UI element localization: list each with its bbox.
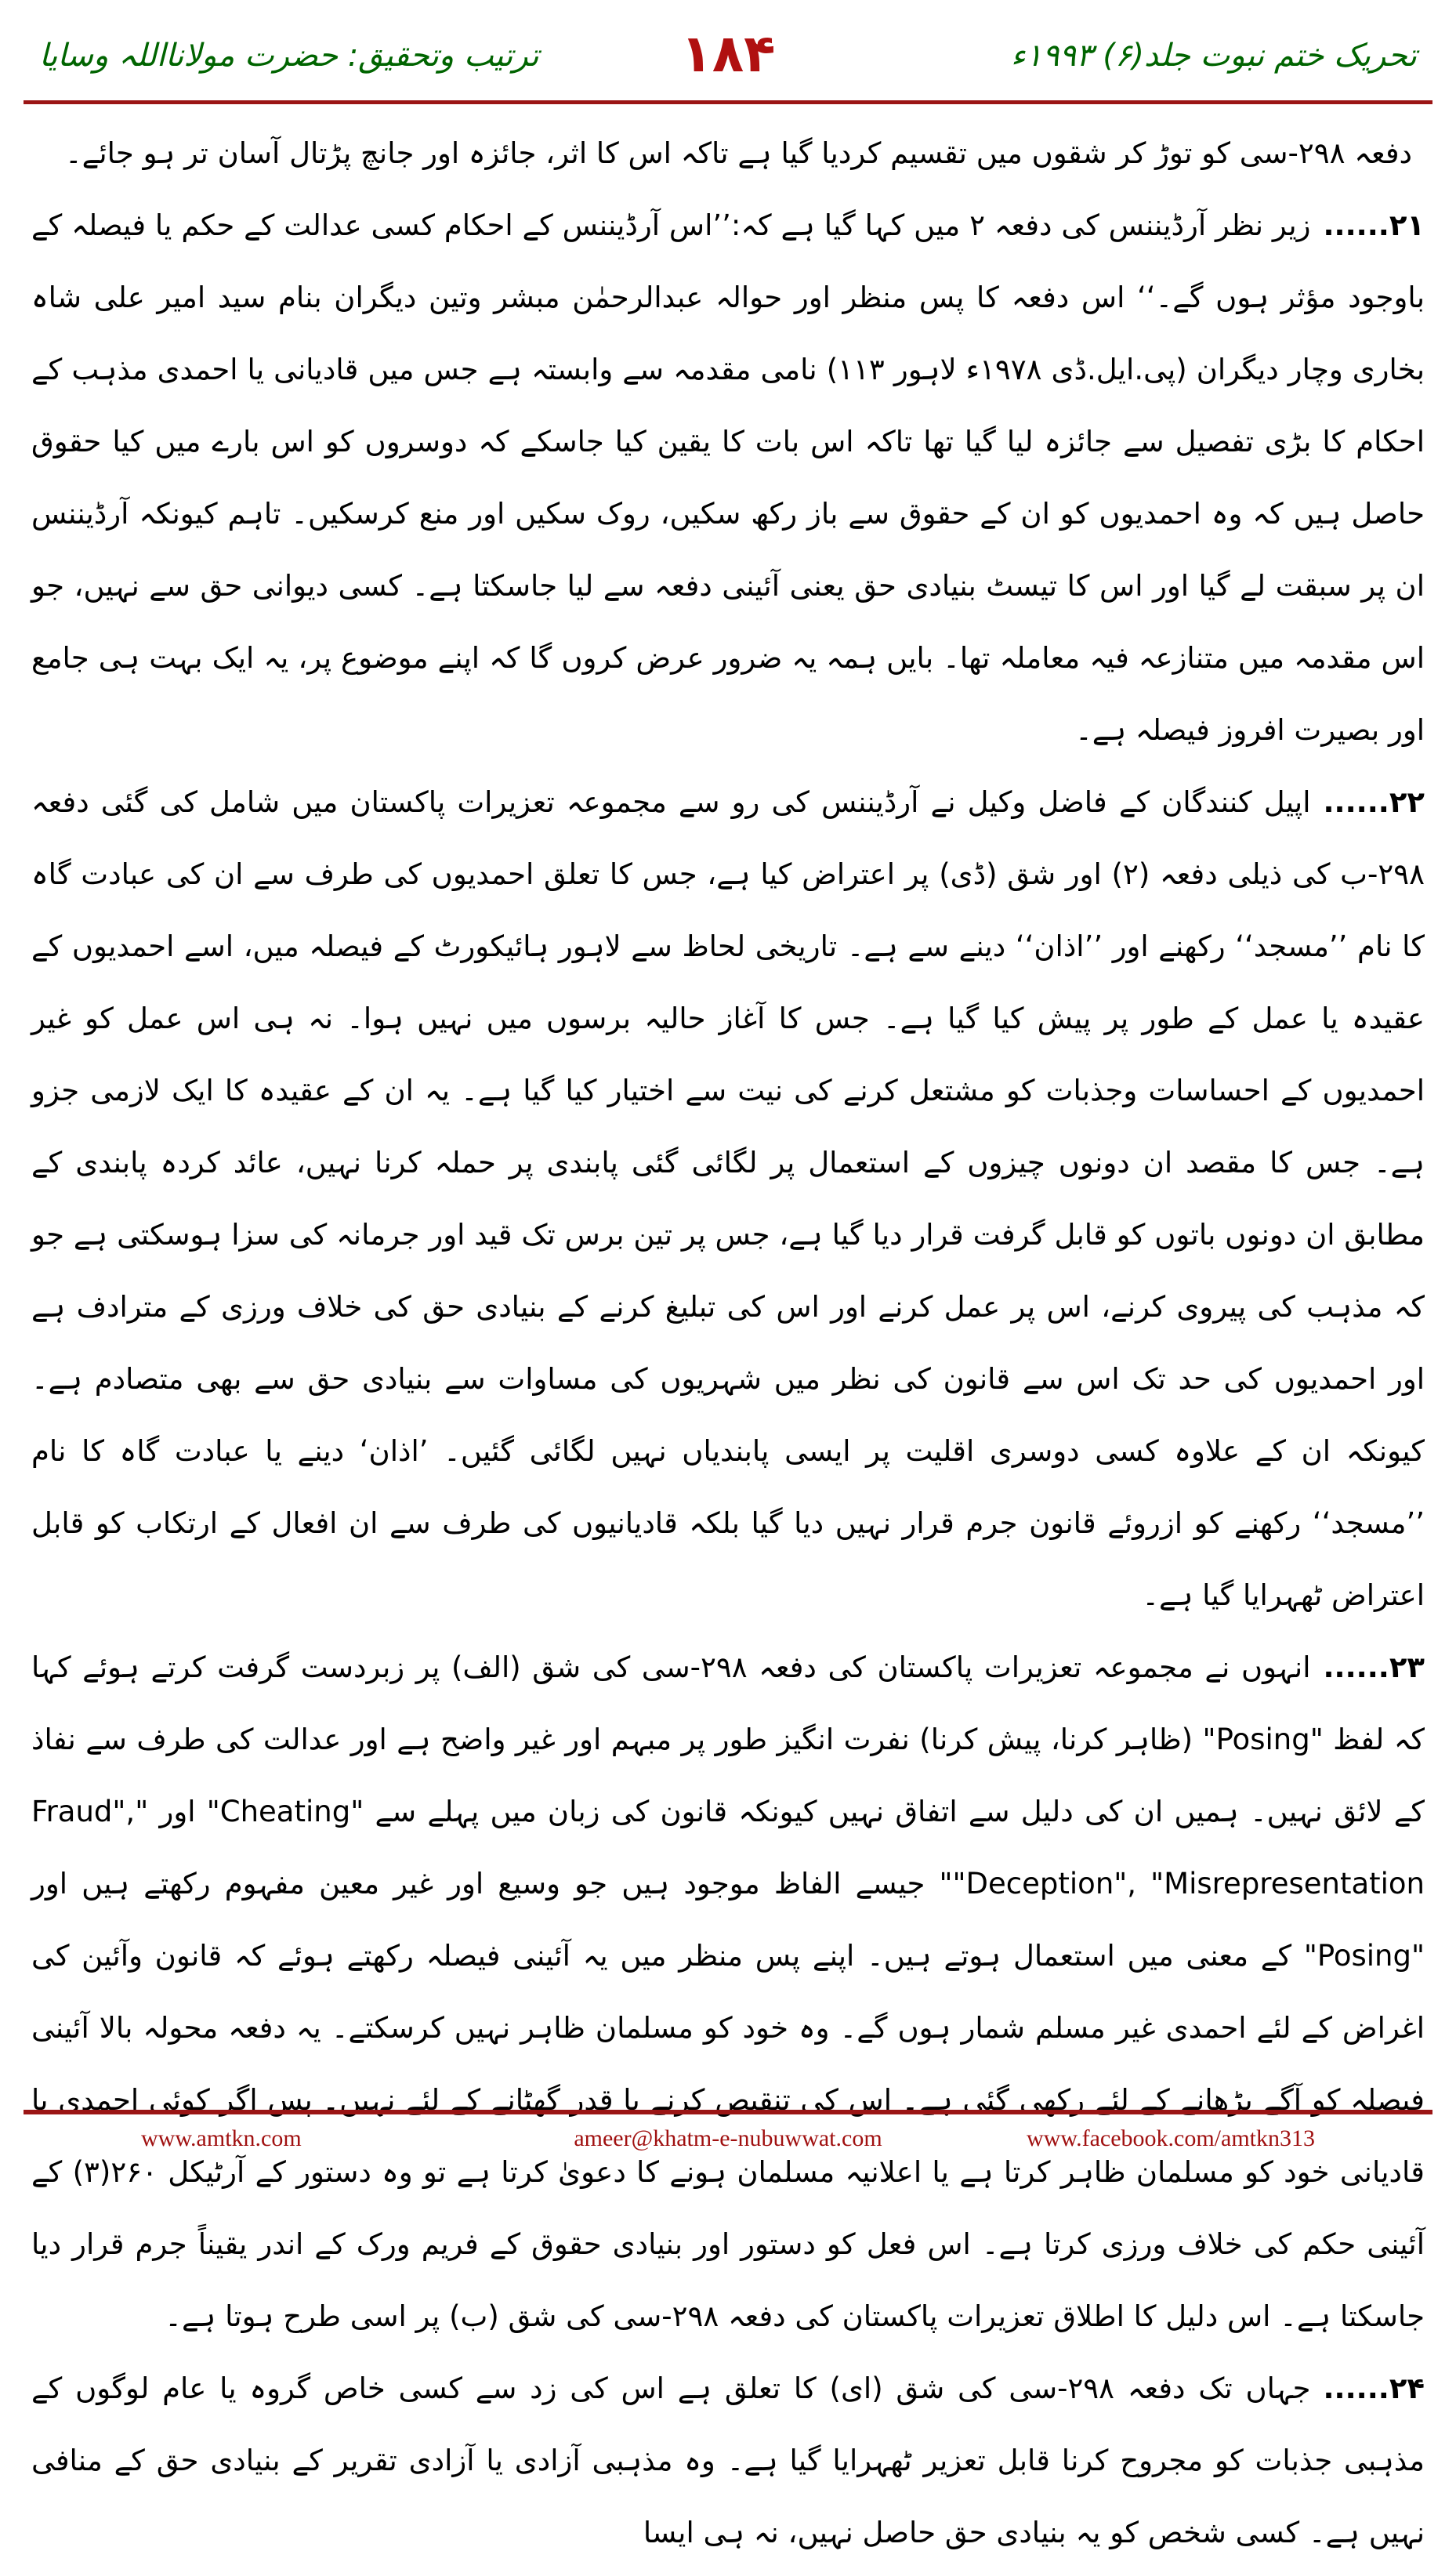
page-footer (24, 2110, 1432, 2161)
page-header (24, 24, 1432, 94)
book-title: تحریک ختم نبوت جلد(۶) ۱۹۹۳ء (1010, 38, 1417, 74)
page-number: ۱۸۴ (680, 24, 776, 84)
paragraph-text: دفعہ ۲۹۸-سی کو توڑ کر شقوں میں تقسیم کردیا گیا ہے تاکہ اس کا اثر، جائزہ اور جانچ پڑتال آسان تر ہو جائے۔ (65, 136, 1412, 170)
paragraph-22 (31, 766, 1425, 1632)
paragraph-text: جہاں تک دفعہ ۲۹۸-سی کی شق (ای) کا تعلق ہے اس کی زد سے کسی خاص گروہ یا عام لوگوں کے مذہبی جذبات کو مجروح کرنا قابل تعزیر ٹھہرایا گیا ہے۔ وہ مذہبی آزادی یا آزادی تقریر کے بنیادی حق کے منافی نہیں ہے۔ کسی شخص کو یہ بنیادی حق حاصل نہیں، نہ ہی ایسا (31, 2372, 1425, 2549)
paragraph-number: ۲۲...... (1323, 785, 1425, 819)
compiler-credit: ترتیب وتحقیق: حضرت مولانااللہ وسایا (39, 38, 539, 74)
paragraph-number: ۲۴...... (1323, 2372, 1425, 2405)
paragraph-text: زیر نظر آرڈیننس کی دفعہ ۲ میں کہا گیا ہے کہ:’’اس آرڈیننس کے احکام کسی عدالت کے حکم یا فیصلہ کے باوجود مؤثر ہوں گے۔‘‘ اس دفعہ کا پس منظر اور حوالہ عبدالرحمٰن مبشر وتین دیگران بنام سید امیر علی شاہ بخاری وچار دیگران (پی.ایل.ڈی ۱۹۷۸ء لاہور ۱۱۳) نامی مقدمہ سے وابستہ ہے جس میں قادیانی یا احمدی مذہب کے احکام کا بڑی تفصیل سے جائزہ لیا گیا تھا تاکہ اس بات کا یقین کیا جاسکے کہ دوسروں کو اس بارے میں کیا حقوق حاصل ہیں کہ وہ احمدیوں کو ان کے حقوق سے باز رکھ سکیں، روک سکیں اور منع کرسکیں۔ تاہم کیونکہ آرڈیننس ان پر سبقت لے گیا اور اس کا تیسٹ بنیادی حق یعنی آئینی دفعہ سے لیا جاسکتا ہے۔ کسی دیوانی حق سے نہیں، جو اس مقدمہ میں متنازعہ فیہ معاملہ تھا۔ بایں ہمہ یہ ضرور عرض کروں گا کہ اپنے موضوع پر، یہ ایک بہت ہی جامع اور بصیرت افروز فیصلہ ہے۔ (31, 208, 1425, 747)
paragraph-23 (31, 1632, 1425, 2353)
paragraph-number: ۲۳...... (1323, 1650, 1425, 1684)
email-link[interactable]: ameer@khatm-e-nubuwwat.com (574, 2125, 882, 2151)
paragraph-text: انہوں نے مجموعہ تعزیرات پاکستان کی دفعہ ۲۹۸-سی کی شق (الف) پر زبردست گرفت کرتے ہوئے کہا کہ لفظ "Posing" (ظاہر کرنا، پیش کرنا) نفرت انگیز طور پر مبہم اور غیر واضح ہے اور عدالت کی طرف سے نفاذ کے لائق نہیں۔ ہمیں ان کی دلیل سے اتفاق نہیں کیونکہ قانون کی زبان میں پہلے سے "Cheating" اور "Fraud", "Deception", "Misrepresentation" جیسے الفاظ موجود ہیں جو وسیع اور غیر معین مفہوم رکھتے ہیں اور "Posing" کے معنی میں استعمال ہوتے ہیں۔ اپنے پس منظر میں یہ آئینی فیصلہ رکھتے ہوئے کہ قانون وآئین کی اغراض کے لئے احمدی غیر مسلم شمار ہوں گے۔ وہ خود کو مسلمان ظاہر نہیں کرسکتے۔ یہ دفعہ محولہ بالا آئینی فیصلہ کو آگے بڑھانے کے لئے رکھی گئی ہے۔ اس کی تنقیص کرنے یا قدر گھٹانے کے لئے نہیں۔ پس اگر کوئی احمدی یا قادیانی خود کو مسلمان ظاہر کرتا ہے یا اعلانیہ مسلمان ہونے کا دعویٰ کرتا ہے تو وہ دستور کے آرٹیکل ۲۶۰(۳) کے آئینی حکم کی خلاف ورزی کرتا ہے۔ اس فعل کو دستور اور بنیادی حقوق کے فریم ورک کے اندر یقیناً جرم قرار دیا جاسکتا ہے۔ اس دلیل کا اطلاق تعزیرات پاکستان کی دفعہ ۲۹۸-سی کی شق (ب) پر اسی طرح ہوتا ہے۔ (31, 1650, 1425, 2333)
paragraph-24 (31, 2353, 1425, 2569)
paragraph-intro (31, 118, 1425, 190)
header-divider (24, 100, 1432, 104)
facebook-link[interactable]: www.facebook.com/amtkn313 (1027, 2125, 1315, 2151)
website-link[interactable]: www.amtkn.com (141, 2125, 302, 2151)
paragraph-number: ۲۱...... (1323, 208, 1425, 242)
paragraph-21 (31, 190, 1425, 766)
paragraph-text: اپیل کنندگان کے فاضل وکیل نے آرڈیننس کی رو سے مجموعہ تعزیرات پاکستان میں شامل کی گئی دفعہ ۲۹۸-ب کی ذیلی دفعہ (۲) اور شق (ڈی) پر اعتراض کیا ہے، جس کا تعلق احمدیوں کی طرف سے ان کی عبادت گاہ کا نام ’’مسجد‘‘ رکھنے اور ’’اذان‘‘ دینے سے ہے۔ تاریخی لحاظ سے لاہور ہائیکورٹ کے فیصلہ میں، اسے احمدیوں کے عقیدہ یا عمل کے طور پر پیش کیا گیا ہے۔ جس کا آغاز حالیہ برسوں میں نہیں ہوا۔ نہ ہی اس عمل کو غیر احمدیوں کے احساسات وجذبات کو مشتعل کرنے کی نیت سے اختیار کیا گیا ہے۔ یہ ان کے عقیدہ کا ایک لازمی جزو ہے۔ جس کا مقصد ان دونوں چیزوں کے استعمال پر لگائی گئی پابندی پر حملہ کرنا نہیں، عائد کردہ پابندی کے مطابق ان دونوں باتوں کو قابل گرفت قرار دیا گیا ہے، جس پر تین برس تک قید اور جرمانہ کی سزا ہوسکتی ہے جو کہ مذہب کی پیروی کرنے، اس پر عمل کرنے اور اس کی تبلیغ کرنے کے بنیادی حق کی خلاف ورزی کے مترادف ہے اور احمدیوں کی حد تک اس سے قانون کی نظر میں شہریوں کی مساوات سے بنیادی حق سے بھی متصادم ہے۔ کیونکہ ان کے علاوہ کسی دوسری اقلیت پر ایسی پابندیاں نہیں لگائی گئیں۔ ’اذان‘ دینے یا عبادت گاہ کا نام ’’مسجد‘‘ رکھنے کو ازروئے قانون جرم قرار نہیں دیا گیا بلکہ قادیانیوں کی طرف سے ان افعال کے ارتکاب کو قابل اعتراض ٹھہرایا گیا ہے۔ (31, 785, 1425, 1612)
